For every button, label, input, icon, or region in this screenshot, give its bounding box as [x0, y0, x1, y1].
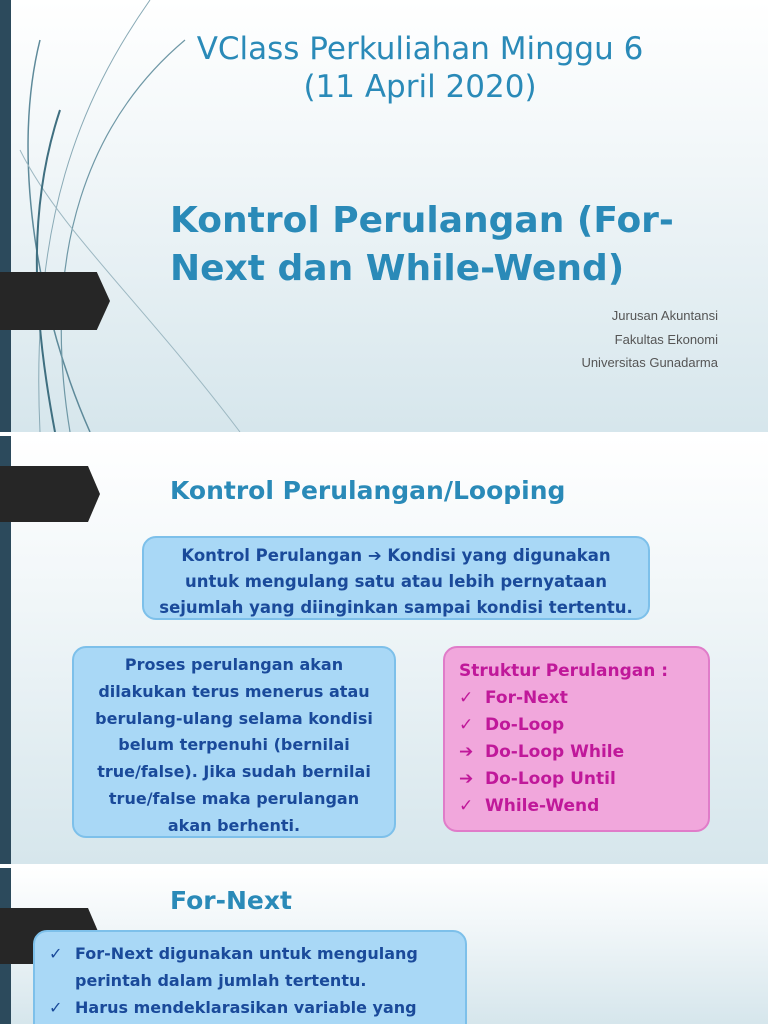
list-item: [49, 940, 451, 994]
list-item-label: Do-Loop Until: [485, 769, 616, 789]
definition-box: [142, 536, 650, 620]
structure-title: Struktur Perulangan :: [459, 661, 669, 681]
subtitle-line-1: Kontrol Perulangan (For-: [170, 200, 674, 241]
org-faculty: Fakultas Ekonomi: [614, 331, 718, 347]
list-item-label: While-Wend: [485, 796, 600, 816]
list-item-text: For-Next digunakan untuk mengulang perintah dalam jumlah tertentu.: [75, 944, 418, 990]
list-item: [459, 712, 694, 739]
slide-2: [0, 436, 768, 864]
process-line: true/false). Jika sudah bernilai: [97, 762, 371, 782]
definition-line-3: sejumlah yang diinginkan sampai kondisi tertentu.: [159, 598, 633, 617]
slide-subtitle: [170, 197, 690, 293]
slide-1: [0, 0, 768, 432]
page-title: [110, 30, 730, 106]
for-next-list: [49, 940, 451, 1021]
definition-term: Kontrol Perulangan: [181, 546, 363, 565]
slide-heading: Kontrol Perulangan/Looping: [170, 476, 566, 505]
subtitle-line-2: Next dan While-Wend): [170, 248, 625, 289]
check-icon: ✓: [459, 715, 474, 735]
process-line: true/false maka perulangan: [108, 788, 360, 808]
list-item: [459, 685, 694, 712]
arrow-right-icon: ➔: [459, 742, 474, 762]
slide-3: [0, 868, 768, 1024]
list-item: [49, 994, 451, 1021]
list-item: [459, 766, 694, 793]
list-item-label: Do-Loop: [485, 715, 565, 735]
check-icon: ✓: [459, 688, 474, 708]
process-line: berulang-ulang selama kondisi: [95, 708, 373, 728]
slide-arrow-tab: [0, 272, 110, 330]
org-department: Jurusan Akuntansi: [611, 308, 718, 323]
slide-heading: For-Next: [170, 886, 292, 915]
process-line: Proses perulangan akan: [124, 655, 344, 674]
list-item-label: For-Next: [485, 688, 568, 708]
process-box: [72, 646, 396, 838]
definition-line-2: untuk mengulang satu atau lebih pernyataan: [184, 572, 608, 591]
for-next-box: [33, 930, 467, 1024]
list-item: [459, 793, 694, 820]
definition-line-1: [152, 543, 640, 569]
title-line-2: (11 April 2020): [303, 69, 537, 105]
definition-text-1: Kondisi yang digunakan: [381, 546, 611, 565]
arrow-right-icon: ➔: [459, 769, 474, 789]
process-line: belum terpenuhi (bernilai: [118, 735, 350, 755]
arrow-right-icon: ➔: [367, 546, 382, 565]
structure-box: [443, 646, 710, 832]
process-line: dilakukan terus menerus atau: [98, 681, 370, 701]
list-item-label: Do-Loop While: [485, 742, 625, 762]
check-icon: ✓: [49, 998, 63, 1017]
check-icon: ✓: [459, 796, 474, 816]
org-university: Universitas Gunadarma: [581, 355, 718, 370]
process-line: akan berhenti.: [167, 815, 301, 835]
organization-block: [581, 304, 718, 375]
list-item-text: Harus mendeklarasikan variable yang: [75, 998, 417, 1017]
list-item: [459, 739, 694, 766]
structure-list: [459, 685, 694, 820]
title-line-1: VClass Perkuliahan Minggu 6: [196, 31, 644, 67]
check-icon: ✓: [49, 944, 63, 963]
slide-arrow-tab: [0, 466, 100, 522]
